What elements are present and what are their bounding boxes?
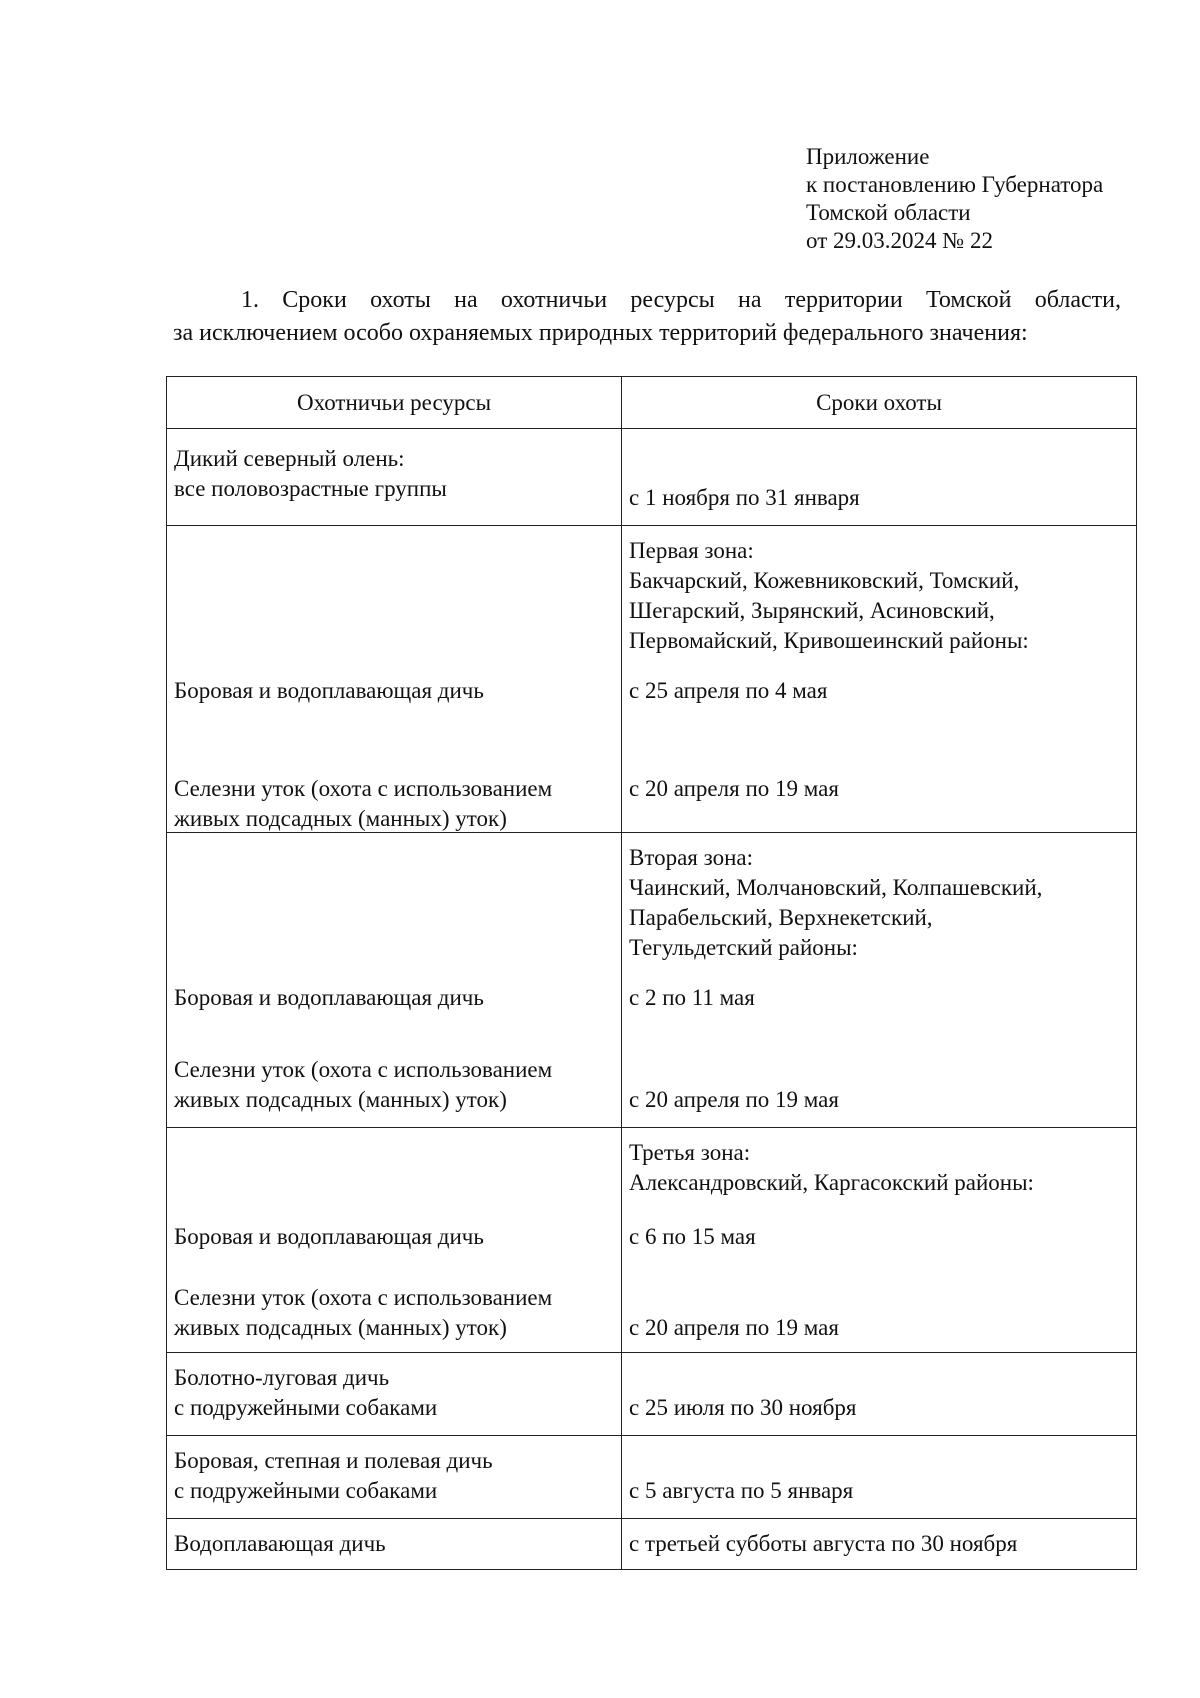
resource-text: живых подсадных (манных) уток) bbox=[174, 1087, 507, 1112]
column-header-periods: Сроки охоты bbox=[622, 377, 1137, 429]
period-text: с 20 апреля по 19 мая bbox=[629, 1087, 839, 1112]
resource-text: живых подсадных (манных) уток) bbox=[174, 806, 507, 831]
period-text: с 1 ноября по 31 января bbox=[629, 485, 860, 510]
resource-text: Дикий северный олень: bbox=[174, 446, 405, 471]
zone-districts: Александровский, Каргасокский районы: bbox=[629, 1170, 1034, 1195]
zone-districts: Шегарский, Зырянский, Асиновский, bbox=[629, 598, 995, 623]
table-row bbox=[167, 1353, 1137, 1436]
resource-text: Боровая и водоплавающая дичь bbox=[174, 985, 484, 1010]
zone-districts: Первомайский, Кривошеинский районы: bbox=[629, 628, 1029, 653]
column-header-resources: Охотничьи ресурсы bbox=[167, 377, 622, 429]
intro-paragraph bbox=[173, 284, 1121, 350]
period-text: с 6 по 15 мая bbox=[629, 1224, 756, 1249]
resource-cell bbox=[167, 833, 622, 1128]
resource-text: Селезни уток (охота с использованием bbox=[174, 776, 553, 801]
zone-title: Третья зона: bbox=[629, 1140, 751, 1165]
resource-cell bbox=[167, 1436, 622, 1519]
appendix-date-number: от 29.03.2024 № 22 bbox=[806, 228, 993, 253]
period-text: с 20 апреля по 19 мая bbox=[629, 776, 839, 801]
resource-text: Болотно-луговая дичь bbox=[174, 1365, 390, 1390]
resource-cell bbox=[167, 1353, 622, 1436]
hunting-periods-table bbox=[166, 376, 1137, 1570]
period-cell bbox=[622, 1353, 1137, 1436]
zone-districts: Парабельский, Верхнекетский, bbox=[629, 905, 933, 930]
zone-title: Вторая зона: bbox=[629, 845, 753, 870]
resource-text: Боровая, степная и полевая дичь bbox=[174, 1448, 493, 1473]
resource-text: Боровая и водоплавающая дичь bbox=[174, 678, 484, 703]
period-cell bbox=[622, 833, 1137, 1128]
resource-text: Боровая и водоплавающая дичь bbox=[174, 1224, 484, 1249]
table-header-row bbox=[167, 377, 1137, 429]
resource-cell bbox=[167, 429, 622, 526]
zone-districts: Бакчарский, Кожевниковский, Томский, bbox=[629, 568, 1020, 593]
table-row bbox=[167, 1436, 1137, 1519]
resource-text: с подружейными собаками bbox=[174, 1478, 438, 1503]
resource-text: Водоплавающая дичь bbox=[174, 1531, 386, 1556]
period-cell bbox=[622, 429, 1137, 526]
period-cell bbox=[622, 526, 1137, 833]
period-text: с 20 апреля по 19 мая bbox=[629, 1315, 839, 1340]
period-text: с 2 по 11 мая bbox=[629, 985, 755, 1010]
resource-text: Селезни уток (охота с использованием bbox=[174, 1285, 553, 1310]
resource-text: Селезни уток (охота с использованием bbox=[174, 1057, 553, 1082]
resource-text: с подружейными собаками bbox=[174, 1395, 438, 1420]
period-cell bbox=[622, 1519, 1137, 1570]
resource-cell bbox=[167, 1519, 622, 1570]
table-row bbox=[167, 1519, 1137, 1570]
period-text: с 25 июля по 30 ноября bbox=[629, 1395, 857, 1420]
period-text: с 5 августа по 5 января bbox=[629, 1478, 854, 1503]
period-text: с третьей субботы августа по 30 ноября bbox=[629, 1531, 1018, 1556]
table-row bbox=[167, 1128, 1137, 1353]
table-row bbox=[167, 833, 1137, 1128]
zone-districts: Тегульдетский районы: bbox=[629, 935, 858, 960]
zone-districts: Чаинский, Молчановский, Колпашевский, bbox=[629, 875, 1043, 900]
appendix-line: Приложение bbox=[806, 144, 930, 169]
period-text: с 25 апреля по 4 мая bbox=[629, 678, 828, 703]
intro-line: 1. Сроки охоты на охотничьи ресурсы на территории Томской области, bbox=[241, 287, 1121, 313]
resource-text: все половозрастные группы bbox=[174, 476, 447, 501]
resource-cell bbox=[167, 1128, 622, 1353]
intro-line: за исключением особо охраняемых природных территорий федерального значения: bbox=[173, 320, 1028, 346]
zone-title: Первая зона: bbox=[629, 538, 754, 563]
resource-text: живых подсадных (манных) уток) bbox=[174, 1315, 507, 1340]
period-cell bbox=[622, 1436, 1137, 1519]
table-row bbox=[167, 429, 1137, 526]
table-row bbox=[167, 526, 1137, 833]
resource-cell bbox=[167, 526, 622, 833]
period-cell bbox=[622, 1128, 1137, 1353]
appendix-line: Томской области bbox=[806, 200, 971, 225]
appendix-header bbox=[806, 143, 1103, 255]
appendix-line: к постановлению Губернатора bbox=[806, 172, 1104, 197]
